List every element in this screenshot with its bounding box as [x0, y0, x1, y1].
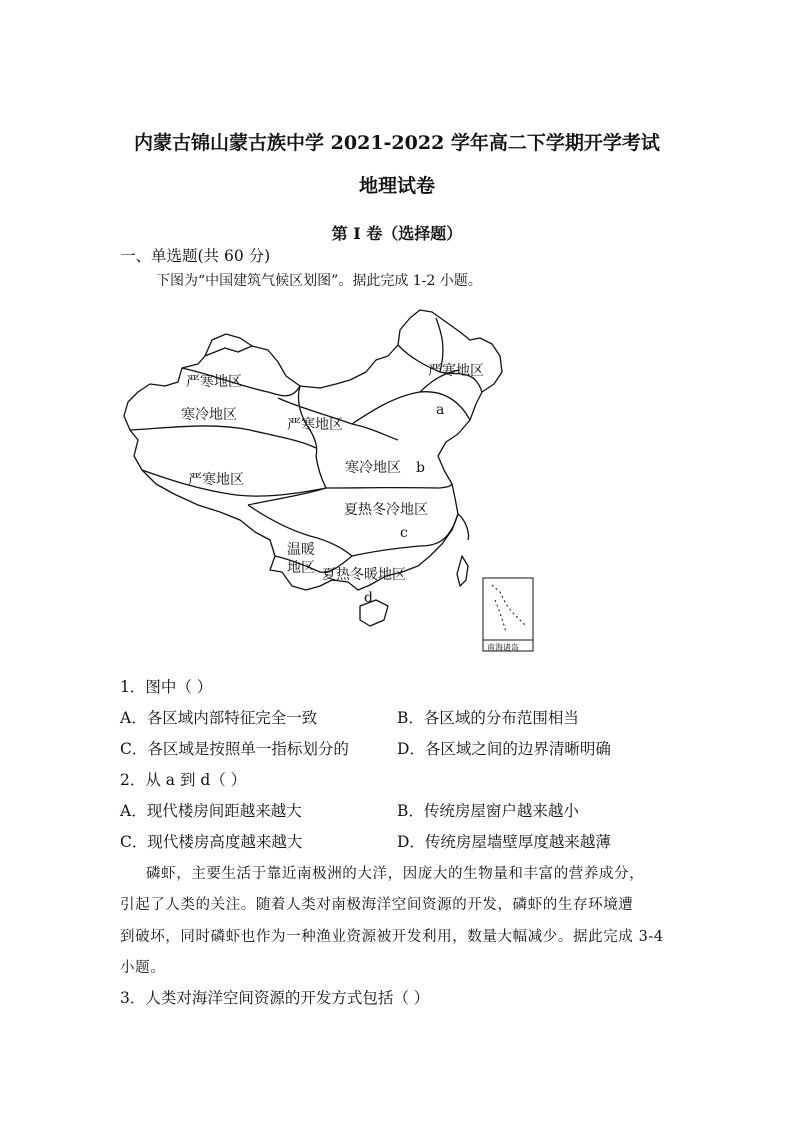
passage-line-3: 到破坏，同时磷虾也作为一种渔业资源被开发利用，数量大幅减少。据此完成 3-4: [120, 929, 664, 945]
q1-option-b[interactable]: B．各区域的分布范围相当: [397, 709, 579, 727]
q2-option-a[interactable]: A．现代楼房间距越来越大: [120, 802, 302, 820]
exam-subtitle: 地理试卷: [358, 175, 435, 197]
q1-option-d[interactable]: D．各区域之间的边界清晰明确: [397, 740, 611, 758]
map-intro: 下图为“中国建筑气候区划图”。据此完成 1-2 小题。: [156, 273, 482, 289]
point-c: c: [400, 525, 408, 541]
label-xiare-dongnuan: 夏热冬暖地区: [322, 567, 406, 583]
q2-option-d[interactable]: D．传统房屋墙壁厚度越来越薄: [397, 833, 611, 851]
label-wennuan-2: 地区: [287, 560, 315, 576]
q2-option-c[interactable]: C．现代楼房高度越来越大: [120, 833, 303, 851]
label-hanleng-w: 寒冷地区: [181, 407, 237, 423]
china-climate-map: [115, 300, 545, 655]
label-xiare-dongleng: 夏热冬冷地区: [344, 502, 428, 518]
question-3-stem: 3．人类对海洋空间资源的开发方式包括（ ）: [120, 989, 430, 1007]
passage-line-4: 小题。: [120, 960, 166, 976]
label-yanhan-c: 严寒地区: [287, 417, 343, 433]
label-hanleng-e: 寒冷地区: [345, 460, 401, 476]
label-wennuan-1: 温暖: [287, 542, 315, 558]
passage-line-1: 磷虾，主要生活于靠近南极洲的大洋，因庞大的生物量和丰富的营养成分，: [146, 866, 645, 882]
exam-title: 内蒙古锦山蒙古族中学 2021-2022 学年高二下学期开学考试: [134, 132, 660, 154]
point-b: b: [416, 460, 425, 476]
taiwan-island: [457, 556, 468, 586]
label-yanhan-tibet: 严寒地区: [188, 472, 244, 488]
label-yanhan-ne: 严寒地区: [428, 363, 484, 379]
question-2-stem: 2．从 a 到 d（ ）: [120, 771, 247, 789]
label-yanhan-nw: 严寒地区: [186, 374, 242, 390]
question-1-stem: 1．图中（ ）: [120, 678, 213, 696]
section-heading: 一、单选题(共 60 分): [120, 247, 271, 265]
point-d: d: [364, 590, 373, 606]
point-a: a: [436, 402, 445, 418]
south-china-sea-inset: [483, 578, 533, 651]
q1-option-a[interactable]: A．各区域内部特征完全一致: [120, 709, 318, 727]
inset-label: 南海诸岛: [487, 643, 519, 652]
volume-heading: 第 I 卷（选择题）: [331, 224, 463, 243]
passage-line-2: 引起了人类的关注。随着人类对南极海洋空间资源的开发，磷虾的生存环境遭: [120, 897, 634, 913]
q1-option-c[interactable]: C．各区域是按照单一指标划分的: [120, 740, 349, 758]
q2-option-b[interactable]: B．传统房屋窗户越来越小: [397, 802, 579, 820]
